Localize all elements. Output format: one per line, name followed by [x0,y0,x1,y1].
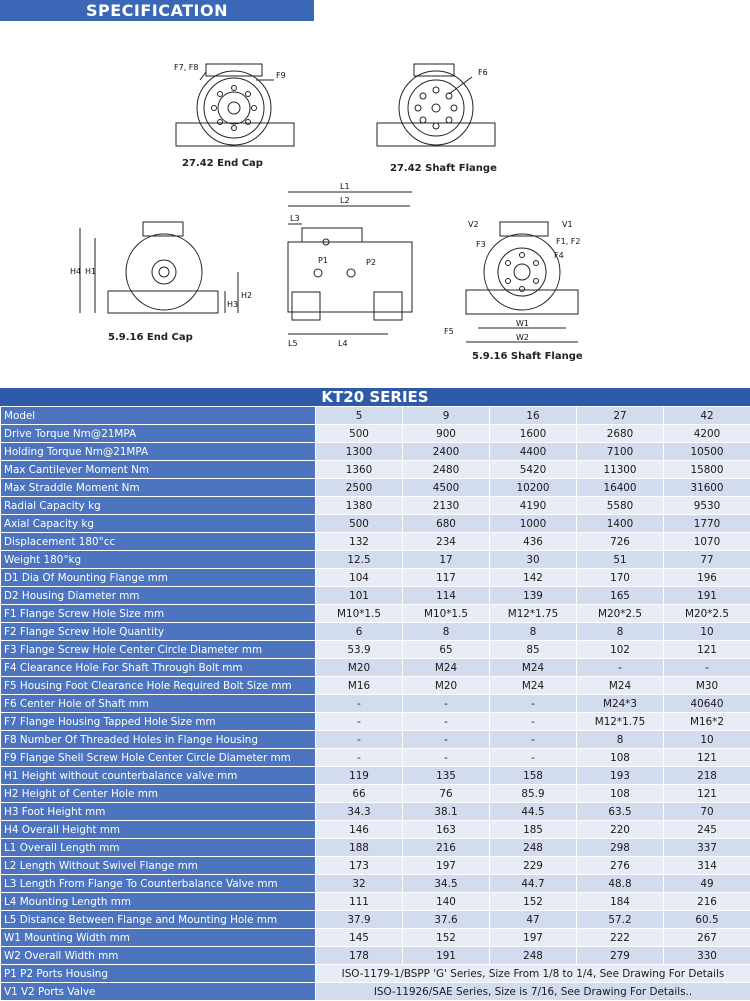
table-cell: 330 [664,947,750,965]
drawing-end-cap-5 [80,222,238,313]
table-cell: 85 [490,641,577,659]
table-cell: 132 [316,533,403,551]
table-cell: 2130 [403,497,490,515]
row-label: Weight 180°kg [1,551,316,569]
table-cell: 163 [403,821,490,839]
caption-end-cap-5: 5.9.16 End Cap [108,332,193,343]
table-cell: 1070 [664,533,750,551]
table-cell: 2400 [403,443,490,461]
table-cell: - [577,659,664,677]
table-cell: M24 [577,677,664,695]
table-cell: 42 [664,407,750,425]
table-cell: 500 [316,515,403,533]
table-cell: - [490,731,577,749]
table-row [1,875,750,893]
table-cell: 8 [577,731,664,749]
table-cell: 8 [490,623,577,641]
table-cell: 6 [316,623,403,641]
table-cell: M24 [490,659,577,677]
table-cell: 248 [490,839,577,857]
table-cell: 1360 [316,461,403,479]
table-row [1,569,750,587]
table-cell: 4200 [664,425,750,443]
table-cell: 314 [664,857,750,875]
table-cell: 193 [577,767,664,785]
table-cell: 2480 [403,461,490,479]
row-label: F1 Flange Screw Hole Size mm [1,605,316,623]
row-label: L4 Mounting Length mm [1,893,316,911]
table-cell: 85.9 [490,785,577,803]
table-cell: 70 [664,803,750,821]
table-cell: 48.8 [577,875,664,893]
label-v1: V1 [562,220,573,229]
table-cell: 1400 [577,515,664,533]
table-cell: 10200 [490,479,577,497]
table-cell: 117 [403,569,490,587]
spec-table [0,406,750,1001]
table-cell: 184 [577,893,664,911]
table-cell: 40640 [664,695,750,713]
row-label: F7 Flange Housing Tapped Hole Size mm [1,713,316,731]
label-f3: F3 [476,240,486,249]
table-cell: 298 [577,839,664,857]
table-row [1,425,750,443]
table-row [1,821,750,839]
table-cell: 32 [316,875,403,893]
table-cell: - [316,695,403,713]
table-cell: 165 [577,587,664,605]
table-cell: 1380 [316,497,403,515]
label-w1: W1 [516,319,529,328]
series-title: KT20 SERIES [0,388,750,406]
table-cell: M12*1.75 [577,713,664,731]
table-cell: 16 [490,407,577,425]
table-cell: M10*1.5 [316,605,403,623]
row-label: F5 Housing Foot Clearance Hole Required Bolt Size mm [1,677,316,695]
table-cell: - [403,695,490,713]
drawing-side-view [288,192,412,334]
label-h3: H3 [227,300,238,309]
table-cell: 229 [490,857,577,875]
table-cell: 51 [577,551,664,569]
table-cell: M20 [316,659,403,677]
row-label: F2 Flange Screw Hole Quantity [1,623,316,641]
row-label: D2 Housing Diameter mm [1,587,316,605]
table-cell: 15800 [664,461,750,479]
row-label: Max Cantilever Moment Nm [1,461,316,479]
table-cell: 4500 [403,479,490,497]
label-l5: L5 [288,339,298,348]
table-row [1,587,750,605]
caption-end-cap-27: 27.42 End Cap [182,158,263,169]
table-cell: 1600 [490,425,577,443]
row-label: H4 Overall Height mm [1,821,316,839]
row-label: Max Straddle Moment Nm [1,479,316,497]
table-cell: 34.5 [403,875,490,893]
table-cell: 47 [490,911,577,929]
table-cell: 4190 [490,497,577,515]
table-row [1,713,750,731]
table-cell: 185 [490,821,577,839]
table-cell: 66 [316,785,403,803]
table-row [1,785,750,803]
label-l4: L4 [338,339,348,348]
table-cell: M24 [403,659,490,677]
row-label: Axial Capacity kg [1,515,316,533]
table-cell: 102 [577,641,664,659]
table-row [1,767,750,785]
table-cell: 119 [316,767,403,785]
table-row [1,929,750,947]
label-f7f8: F7, F8 [174,63,198,72]
table-cell: 140 [403,893,490,911]
table-cell: - [403,749,490,767]
table-cell: M24*3 [577,695,664,713]
table-cell: 2500 [316,479,403,497]
table-cell: M10*1.5 [403,605,490,623]
table-cell: 188 [316,839,403,857]
table-row [1,857,750,875]
table-row [1,983,750,1001]
row-label: Holding Torque Nm@21MPA [1,443,316,461]
table-cell: 121 [664,785,750,803]
table-cell: 436 [490,533,577,551]
table-cell: 5420 [490,461,577,479]
row-label: H1 Height without counterbalance valve mm [1,767,316,785]
label-f6: F6 [478,68,488,77]
label-l2: L2 [340,196,350,205]
table-cell: 218 [664,767,750,785]
table-cell: 49 [664,875,750,893]
row-label: Model [1,407,316,425]
table-cell: 170 [577,569,664,587]
row-label: V1 V2 Ports Valve [1,983,316,1001]
table-cell: 8 [403,623,490,641]
table-cell: 31600 [664,479,750,497]
table-cell: - [403,731,490,749]
table-cell: M12*1.75 [490,605,577,623]
table-row [1,893,750,911]
table-cell: 65 [403,641,490,659]
row-label: L3 Length From Flange To Counterbalance Valve mm [1,875,316,893]
table-cell: 2680 [577,425,664,443]
label-p1: P1 [318,256,328,265]
table-cell: 1000 [490,515,577,533]
table-row [1,695,750,713]
row-label: Radial Capacity kg [1,497,316,515]
table-row [1,407,750,425]
table-row [1,947,750,965]
table-cell: - [316,749,403,767]
table-row [1,623,750,641]
table-cell: 680 [403,515,490,533]
table-cell: 60.5 [664,911,750,929]
table-cell: 17 [403,551,490,569]
table-cell: 27 [577,407,664,425]
table-row [1,677,750,695]
table-cell: M16*2 [664,713,750,731]
table-cell: 276 [577,857,664,875]
drawings-svg [0,22,750,382]
table-cell: 7100 [577,443,664,461]
row-label: H2 Height of Center Hole mm [1,785,316,803]
table-cell: 44.7 [490,875,577,893]
table-cell: 191 [664,587,750,605]
spec-table-body [1,407,750,1001]
table-cell: 10500 [664,443,750,461]
table-cell: 220 [577,821,664,839]
table-cell: 5580 [577,497,664,515]
row-label: W1 Mounting Width mm [1,929,316,947]
table-row [1,731,750,749]
table-cell: 178 [316,947,403,965]
table-cell: 279 [577,947,664,965]
table-cell: M20*2.5 [577,605,664,623]
table-cell: 216 [664,893,750,911]
row-label: Drive Torque Nm@21MPA [1,425,316,443]
table-cell: 8 [577,623,664,641]
table-cell: 173 [316,857,403,875]
row-label: F9 Flange Shell Screw Hole Center Circle Diameter mm [1,749,316,767]
label-f4: F4 [554,251,564,260]
table-row [1,443,750,461]
label-h1: H1 [85,267,96,276]
table-cell: 245 [664,821,750,839]
table-cell: 108 [577,749,664,767]
table-cell: 121 [664,641,750,659]
table-cell: 10 [664,731,750,749]
table-cell: M20 [403,677,490,695]
table-cell: 216 [403,839,490,857]
row-label: Displacement 180°cc [1,533,316,551]
row-label: F6 Center Hole of Shaft mm [1,695,316,713]
table-cell: - [490,713,577,731]
table-cell: 142 [490,569,577,587]
table-cell: 139 [490,587,577,605]
table-cell: 152 [490,893,577,911]
row-label: L1 Overall Length mm [1,839,316,857]
table-cell: 197 [403,857,490,875]
table-cell: 726 [577,533,664,551]
table-cell: 500 [316,425,403,443]
caption-shaft-flange-5: 5.9.16 Shaft Flange [472,351,583,362]
table-cell: 77 [664,551,750,569]
table-cell: 191 [403,947,490,965]
table-row [1,515,750,533]
table-cell: 57.2 [577,911,664,929]
label-v2: V2 [468,220,479,229]
table-row [1,911,750,929]
table-cell: 121 [664,749,750,767]
table-cell: 9 [403,407,490,425]
table-row [1,803,750,821]
row-label: F3 Flange Screw Hole Center Circle Diameter mm [1,641,316,659]
label-f5: F5 [444,327,454,336]
table-cell: 158 [490,767,577,785]
table-cell: M20*2.5 [664,605,750,623]
table-cell: - [403,713,490,731]
table-cell: 114 [403,587,490,605]
table-row [1,641,750,659]
table-row [1,605,750,623]
row-label: L2 Length Without Swivel Flange mm [1,857,316,875]
table-row [1,461,750,479]
table-cell: M24 [490,677,577,695]
table-cell: 900 [403,425,490,443]
table-cell: 76 [403,785,490,803]
table-cell: - [490,695,577,713]
label-l3: L3 [290,214,300,223]
table-span-cell: ISO-11926/SAE Series, Size is 7/16, See Drawing For Details.. [316,983,750,1001]
table-cell: - [490,749,577,767]
table-row [1,533,750,551]
table-cell: 337 [664,839,750,857]
table-cell: 111 [316,893,403,911]
table-cell: - [664,659,750,677]
table-cell: 152 [403,929,490,947]
table-row [1,497,750,515]
row-label: H3 Foot Height mm [1,803,316,821]
table-span-cell: ISO-1179-1/BSPP 'G' Series, Size From 1/8 to 1/4, See Drawing For Details [316,965,750,983]
table-cell: 222 [577,929,664,947]
table-cell: 34.3 [316,803,403,821]
table-cell: - [316,731,403,749]
table-cell: 1770 [664,515,750,533]
table-cell: M16 [316,677,403,695]
table-cell: M30 [664,677,750,695]
row-label: F4 Clearance Hole For Shaft Through Bolt mm [1,659,316,677]
row-label: D1 Dia Of Mounting Flange mm [1,569,316,587]
specification-banner: SPECIFICATION [0,0,314,21]
table-cell: - [316,713,403,731]
table-cell: 9530 [664,497,750,515]
table-row [1,479,750,497]
table-cell: 10 [664,623,750,641]
table-row [1,659,750,677]
table-cell: 145 [316,929,403,947]
table-cell: 12.5 [316,551,403,569]
label-p2: P2 [366,258,376,267]
technical-drawings [0,22,750,382]
table-row [1,965,750,983]
label-w2: W2 [516,333,529,342]
table-cell: 234 [403,533,490,551]
table-cell: 63.5 [577,803,664,821]
table-cell: 196 [664,569,750,587]
table-cell: 5 [316,407,403,425]
table-cell: 30 [490,551,577,569]
row-label: P1 P2 Ports Housing [1,965,316,983]
table-row [1,551,750,569]
row-label: F8 Number Of Threaded Holes in Flange Housing [1,731,316,749]
label-f9: F9 [276,71,286,80]
table-row [1,749,750,767]
table-cell: 1300 [316,443,403,461]
table-cell: 53.9 [316,641,403,659]
table-cell: 101 [316,587,403,605]
table-cell: 44.5 [490,803,577,821]
table-cell: 108 [577,785,664,803]
table-cell: 104 [316,569,403,587]
label-l1: L1 [340,182,350,191]
label-h2: H2 [241,291,252,300]
table-cell: 37.6 [403,911,490,929]
row-label: W2 Overall Width mm [1,947,316,965]
table-cell: 16400 [577,479,664,497]
table-cell: 267 [664,929,750,947]
label-h4: H4 [70,267,81,276]
table-cell: 197 [490,929,577,947]
table-cell: 135 [403,767,490,785]
table-cell: 4400 [490,443,577,461]
table-row [1,839,750,857]
table-cell: 11300 [577,461,664,479]
table-cell: 146 [316,821,403,839]
caption-shaft-flange-27: 27.42 Shaft Flange [390,163,497,174]
table-cell: 38.1 [403,803,490,821]
table-cell: 37.9 [316,911,403,929]
row-label: L5 Distance Between Flange and Mounting Hole mm [1,911,316,929]
label-f1f2: F1, F2 [556,237,580,246]
table-cell: 248 [490,947,577,965]
